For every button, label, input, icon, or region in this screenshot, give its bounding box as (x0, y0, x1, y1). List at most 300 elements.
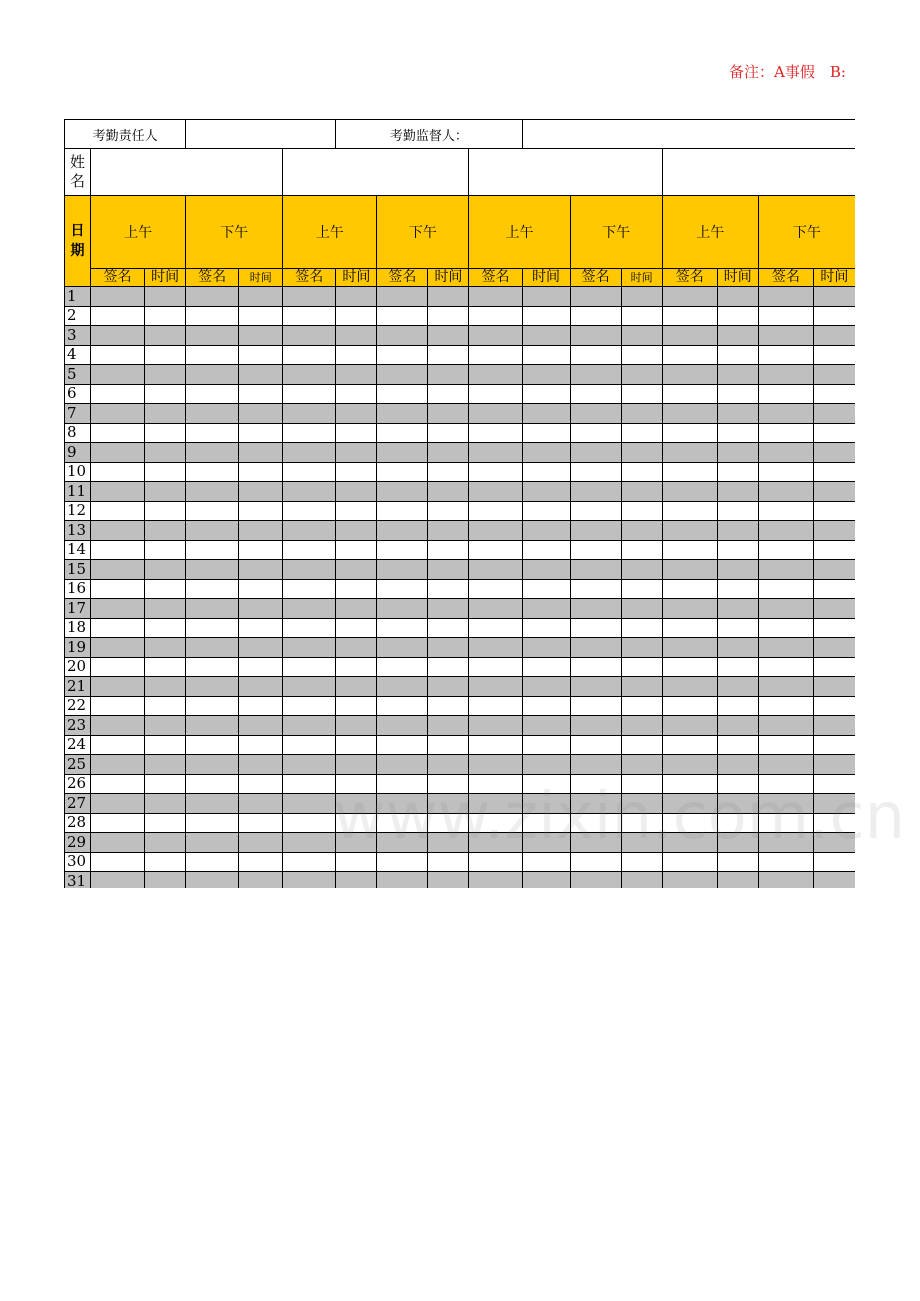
signature-cell[interactable] (283, 852, 336, 872)
time-cell[interactable] (336, 618, 377, 638)
time-cell[interactable] (428, 404, 469, 424)
signature-cell[interactable] (570, 560, 621, 580)
signature-cell[interactable] (758, 657, 813, 677)
signature-cell[interactable] (469, 501, 522, 521)
time-cell[interactable] (145, 716, 186, 736)
signature-cell[interactable] (283, 501, 336, 521)
signature-cell[interactable] (758, 306, 813, 326)
signature-cell[interactable] (91, 852, 145, 872)
signature-cell[interactable] (283, 540, 336, 560)
signature-cell[interactable] (662, 501, 717, 521)
time-cell[interactable] (145, 326, 186, 346)
time-cell[interactable] (621, 540, 662, 560)
signature-cell[interactable] (283, 287, 336, 307)
time-cell[interactable] (813, 560, 855, 580)
signature-cell[interactable] (91, 384, 145, 404)
signature-cell[interactable] (186, 579, 239, 599)
time-cell[interactable] (239, 638, 283, 658)
time-cell[interactable] (336, 696, 377, 716)
signature-cell[interactable] (283, 521, 336, 541)
time-cell[interactable] (522, 735, 570, 755)
signature-cell[interactable] (662, 638, 717, 658)
signature-cell[interactable] (377, 618, 428, 638)
time-cell[interactable] (145, 287, 186, 307)
signature-cell[interactable] (570, 384, 621, 404)
time-cell[interactable] (522, 579, 570, 599)
time-cell[interactable] (813, 755, 855, 775)
time-cell[interactable] (239, 872, 283, 889)
time-cell[interactable] (239, 521, 283, 541)
time-cell[interactable] (522, 852, 570, 872)
signature-cell[interactable] (91, 501, 145, 521)
time-cell[interactable] (621, 326, 662, 346)
signature-cell[interactable] (186, 560, 239, 580)
signature-cell[interactable] (570, 852, 621, 872)
signature-cell[interactable] (662, 735, 717, 755)
signature-cell[interactable] (91, 599, 145, 619)
signature-cell[interactable] (377, 306, 428, 326)
time-cell[interactable] (522, 696, 570, 716)
time-cell[interactable] (717, 852, 758, 872)
signature-cell[interactable] (570, 404, 621, 424)
time-cell[interactable] (621, 384, 662, 404)
time-cell[interactable] (145, 579, 186, 599)
time-cell[interactable] (428, 540, 469, 560)
signature-cell[interactable] (91, 404, 145, 424)
time-cell[interactable] (428, 599, 469, 619)
time-cell[interactable] (621, 657, 662, 677)
signature-cell[interactable] (186, 599, 239, 619)
signature-cell[interactable] (570, 638, 621, 658)
time-cell[interactable] (813, 579, 855, 599)
time-cell[interactable] (145, 404, 186, 424)
time-cell[interactable] (522, 599, 570, 619)
time-cell[interactable] (717, 462, 758, 482)
time-cell[interactable] (145, 677, 186, 697)
signature-cell[interactable] (469, 794, 522, 814)
signature-cell[interactable] (283, 774, 336, 794)
time-cell[interactable] (428, 521, 469, 541)
time-cell[interactable] (813, 540, 855, 560)
time-cell[interactable] (813, 404, 855, 424)
time-cell[interactable] (621, 696, 662, 716)
signature-cell[interactable] (377, 365, 428, 385)
time-cell[interactable] (717, 618, 758, 638)
signature-cell[interactable] (377, 716, 428, 736)
time-cell[interactable] (336, 599, 377, 619)
signature-cell[interactable] (469, 813, 522, 833)
signature-cell[interactable] (662, 833, 717, 853)
time-cell[interactable] (813, 872, 855, 889)
time-cell[interactable] (522, 521, 570, 541)
signature-cell[interactable] (283, 735, 336, 755)
signature-cell[interactable] (758, 716, 813, 736)
time-cell[interactable] (145, 501, 186, 521)
time-cell[interactable] (717, 579, 758, 599)
signature-cell[interactable] (758, 365, 813, 385)
time-cell[interactable] (813, 345, 855, 365)
signature-cell[interactable] (662, 384, 717, 404)
signature-cell[interactable] (186, 501, 239, 521)
time-cell[interactable] (428, 423, 469, 443)
time-cell[interactable] (239, 287, 283, 307)
signature-cell[interactable] (283, 833, 336, 853)
time-cell[interactable] (621, 716, 662, 736)
signature-cell[interactable] (186, 774, 239, 794)
signature-cell[interactable] (377, 482, 428, 502)
time-cell[interactable] (717, 365, 758, 385)
signature-cell[interactable] (758, 618, 813, 638)
name-input-4[interactable] (662, 149, 855, 196)
signature-cell[interactable] (469, 306, 522, 326)
signature-cell[interactable] (377, 521, 428, 541)
signature-cell[interactable] (91, 365, 145, 385)
time-cell[interactable] (621, 872, 662, 889)
time-cell[interactable] (717, 540, 758, 560)
signature-cell[interactable] (469, 423, 522, 443)
time-cell[interactable] (336, 540, 377, 560)
signature-cell[interactable] (91, 540, 145, 560)
signature-cell[interactable] (186, 443, 239, 463)
signature-cell[interactable] (758, 404, 813, 424)
signature-cell[interactable] (758, 735, 813, 755)
time-cell[interactable] (717, 560, 758, 580)
time-cell[interactable] (522, 345, 570, 365)
signature-cell[interactable] (758, 482, 813, 502)
time-cell[interactable] (813, 852, 855, 872)
signature-cell[interactable] (377, 638, 428, 658)
time-cell[interactable] (813, 735, 855, 755)
time-cell[interactable] (428, 462, 469, 482)
signature-cell[interactable] (570, 521, 621, 541)
time-cell[interactable] (336, 345, 377, 365)
signature-cell[interactable] (570, 423, 621, 443)
time-cell[interactable] (336, 501, 377, 521)
time-cell[interactable] (717, 872, 758, 889)
time-cell[interactable] (239, 423, 283, 443)
signature-cell[interactable] (758, 852, 813, 872)
time-cell[interactable] (813, 443, 855, 463)
time-cell[interactable] (621, 579, 662, 599)
time-cell[interactable] (813, 599, 855, 619)
signature-cell[interactable] (570, 657, 621, 677)
signature-cell[interactable] (283, 872, 336, 889)
time-cell[interactable] (717, 638, 758, 658)
time-cell[interactable] (145, 852, 186, 872)
time-cell[interactable] (145, 833, 186, 853)
signature-cell[interactable] (570, 345, 621, 365)
signature-cell[interactable] (186, 657, 239, 677)
time-cell[interactable] (239, 618, 283, 638)
time-cell[interactable] (717, 306, 758, 326)
time-cell[interactable] (717, 716, 758, 736)
signature-cell[interactable] (758, 326, 813, 346)
time-cell[interactable] (522, 423, 570, 443)
signature-cell[interactable] (186, 872, 239, 889)
signature-cell[interactable] (91, 560, 145, 580)
name-input-3[interactable] (469, 149, 662, 196)
time-cell[interactable] (621, 755, 662, 775)
time-cell[interactable] (428, 774, 469, 794)
time-cell[interactable] (717, 657, 758, 677)
signature-cell[interactable] (283, 404, 336, 424)
signature-cell[interactable] (377, 872, 428, 889)
time-cell[interactable] (717, 599, 758, 619)
signature-cell[interactable] (662, 599, 717, 619)
time-cell[interactable] (621, 599, 662, 619)
time-cell[interactable] (717, 287, 758, 307)
signature-cell[interactable] (469, 540, 522, 560)
time-cell[interactable] (336, 287, 377, 307)
signature-cell[interactable] (570, 540, 621, 560)
signature-cell[interactable] (469, 599, 522, 619)
signature-cell[interactable] (758, 872, 813, 889)
time-cell[interactable] (717, 443, 758, 463)
signature-cell[interactable] (570, 735, 621, 755)
signature-cell[interactable] (91, 521, 145, 541)
signature-cell[interactable] (377, 540, 428, 560)
time-cell[interactable] (428, 618, 469, 638)
signature-cell[interactable] (758, 462, 813, 482)
signature-cell[interactable] (758, 345, 813, 365)
signature-cell[interactable] (570, 813, 621, 833)
signature-cell[interactable] (469, 696, 522, 716)
time-cell[interactable] (428, 443, 469, 463)
signature-cell[interactable] (186, 423, 239, 443)
signature-cell[interactable] (570, 482, 621, 502)
time-cell[interactable] (428, 677, 469, 697)
signature-cell[interactable] (91, 833, 145, 853)
signature-cell[interactable] (377, 560, 428, 580)
signature-cell[interactable] (758, 774, 813, 794)
time-cell[interactable] (621, 423, 662, 443)
signature-cell[interactable] (469, 716, 522, 736)
time-cell[interactable] (621, 443, 662, 463)
signature-cell[interactable] (186, 677, 239, 697)
time-cell[interactable] (717, 696, 758, 716)
signature-cell[interactable] (377, 852, 428, 872)
time-cell[interactable] (239, 852, 283, 872)
signature-cell[interactable] (283, 462, 336, 482)
time-cell[interactable] (428, 872, 469, 889)
time-cell[interactable] (522, 287, 570, 307)
time-cell[interactable] (813, 657, 855, 677)
signature-cell[interactable] (283, 384, 336, 404)
time-cell[interactable] (813, 638, 855, 658)
signature-cell[interactable] (283, 716, 336, 736)
signature-cell[interactable] (469, 735, 522, 755)
time-cell[interactable] (145, 638, 186, 658)
signature-cell[interactable] (377, 462, 428, 482)
time-cell[interactable] (621, 774, 662, 794)
signature-cell[interactable] (758, 287, 813, 307)
signature-cell[interactable] (662, 482, 717, 502)
signature-cell[interactable] (283, 560, 336, 580)
time-cell[interactable] (621, 638, 662, 658)
time-cell[interactable] (522, 618, 570, 638)
time-cell[interactable] (522, 755, 570, 775)
signature-cell[interactable] (186, 540, 239, 560)
time-cell[interactable] (145, 384, 186, 404)
time-cell[interactable] (428, 735, 469, 755)
signature-cell[interactable] (469, 852, 522, 872)
time-cell[interactable] (813, 306, 855, 326)
time-cell[interactable] (621, 852, 662, 872)
time-cell[interactable] (145, 657, 186, 677)
time-cell[interactable] (336, 365, 377, 385)
time-cell[interactable] (428, 365, 469, 385)
time-cell[interactable] (336, 521, 377, 541)
time-cell[interactable] (145, 794, 186, 814)
signature-cell[interactable] (283, 365, 336, 385)
signature-cell[interactable] (662, 618, 717, 638)
time-cell[interactable] (621, 677, 662, 697)
time-cell[interactable] (145, 735, 186, 755)
time-cell[interactable] (522, 560, 570, 580)
signature-cell[interactable] (662, 326, 717, 346)
time-cell[interactable] (621, 833, 662, 853)
signature-cell[interactable] (662, 521, 717, 541)
time-cell[interactable] (145, 599, 186, 619)
time-cell[interactable] (336, 677, 377, 697)
time-cell[interactable] (239, 813, 283, 833)
signature-cell[interactable] (91, 872, 145, 889)
signature-cell[interactable] (91, 462, 145, 482)
signature-cell[interactable] (758, 677, 813, 697)
signature-cell[interactable] (570, 774, 621, 794)
time-cell[interactable] (621, 735, 662, 755)
signature-cell[interactable] (186, 813, 239, 833)
time-cell[interactable] (239, 560, 283, 580)
signature-cell[interactable] (758, 794, 813, 814)
signature-cell[interactable] (186, 618, 239, 638)
signature-cell[interactable] (469, 365, 522, 385)
time-cell[interactable] (717, 326, 758, 346)
signature-cell[interactable] (570, 501, 621, 521)
time-cell[interactable] (428, 345, 469, 365)
time-cell[interactable] (336, 560, 377, 580)
signature-cell[interactable] (91, 794, 145, 814)
time-cell[interactable] (239, 755, 283, 775)
time-cell[interactable] (717, 404, 758, 424)
time-cell[interactable] (145, 423, 186, 443)
signature-cell[interactable] (91, 735, 145, 755)
signature-cell[interactable] (662, 755, 717, 775)
signature-cell[interactable] (570, 716, 621, 736)
time-cell[interactable] (145, 306, 186, 326)
time-cell[interactable] (813, 813, 855, 833)
time-cell[interactable] (717, 482, 758, 502)
signature-cell[interactable] (283, 618, 336, 638)
signature-cell[interactable] (662, 579, 717, 599)
signature-cell[interactable] (662, 345, 717, 365)
time-cell[interactable] (522, 813, 570, 833)
time-cell[interactable] (522, 384, 570, 404)
signature-cell[interactable] (469, 482, 522, 502)
time-cell[interactable] (336, 794, 377, 814)
time-cell[interactable] (522, 306, 570, 326)
signature-cell[interactable] (186, 852, 239, 872)
time-cell[interactable] (621, 462, 662, 482)
signature-cell[interactable] (377, 813, 428, 833)
time-cell[interactable] (522, 482, 570, 502)
signature-cell[interactable] (91, 657, 145, 677)
signature-cell[interactable] (662, 560, 717, 580)
signature-cell[interactable] (469, 657, 522, 677)
time-cell[interactable] (813, 696, 855, 716)
time-cell[interactable] (717, 423, 758, 443)
signature-cell[interactable] (469, 618, 522, 638)
signature-cell[interactable] (91, 482, 145, 502)
signature-cell[interactable] (377, 345, 428, 365)
signature-cell[interactable] (186, 755, 239, 775)
signature-cell[interactable] (283, 638, 336, 658)
signature-cell[interactable] (91, 287, 145, 307)
time-cell[interactable] (428, 579, 469, 599)
time-cell[interactable] (813, 521, 855, 541)
time-cell[interactable] (813, 833, 855, 853)
signature-cell[interactable] (91, 716, 145, 736)
signature-cell[interactable] (469, 326, 522, 346)
time-cell[interactable] (428, 501, 469, 521)
signature-cell[interactable] (186, 638, 239, 658)
signature-cell[interactable] (283, 345, 336, 365)
time-cell[interactable] (145, 696, 186, 716)
signature-cell[interactable] (570, 326, 621, 346)
time-cell[interactable] (717, 501, 758, 521)
time-cell[interactable] (336, 443, 377, 463)
signature-cell[interactable] (377, 599, 428, 619)
time-cell[interactable] (239, 540, 283, 560)
signature-cell[interactable] (469, 404, 522, 424)
time-cell[interactable] (428, 852, 469, 872)
time-cell[interactable] (621, 560, 662, 580)
time-cell[interactable] (621, 618, 662, 638)
time-cell[interactable] (239, 657, 283, 677)
signature-cell[interactable] (662, 287, 717, 307)
signature-cell[interactable] (662, 813, 717, 833)
supervisor-input[interactable] (522, 120, 855, 149)
time-cell[interactable] (522, 443, 570, 463)
signature-cell[interactable] (91, 677, 145, 697)
time-cell[interactable] (813, 423, 855, 443)
time-cell[interactable] (621, 287, 662, 307)
signature-cell[interactable] (758, 560, 813, 580)
time-cell[interactable] (813, 501, 855, 521)
time-cell[interactable] (522, 638, 570, 658)
signature-cell[interactable] (91, 326, 145, 346)
signature-cell[interactable] (186, 404, 239, 424)
signature-cell[interactable] (469, 774, 522, 794)
time-cell[interactable] (428, 384, 469, 404)
signature-cell[interactable] (662, 306, 717, 326)
signature-cell[interactable] (186, 794, 239, 814)
signature-cell[interactable] (186, 345, 239, 365)
signature-cell[interactable] (186, 716, 239, 736)
time-cell[interactable] (621, 345, 662, 365)
signature-cell[interactable] (570, 579, 621, 599)
signature-cell[interactable] (570, 618, 621, 638)
signature-cell[interactable] (758, 521, 813, 541)
signature-cell[interactable] (469, 579, 522, 599)
signature-cell[interactable] (186, 482, 239, 502)
time-cell[interactable] (239, 677, 283, 697)
signature-cell[interactable] (377, 287, 428, 307)
time-cell[interactable] (621, 813, 662, 833)
signature-cell[interactable] (662, 404, 717, 424)
time-cell[interactable] (145, 443, 186, 463)
signature-cell[interactable] (469, 287, 522, 307)
